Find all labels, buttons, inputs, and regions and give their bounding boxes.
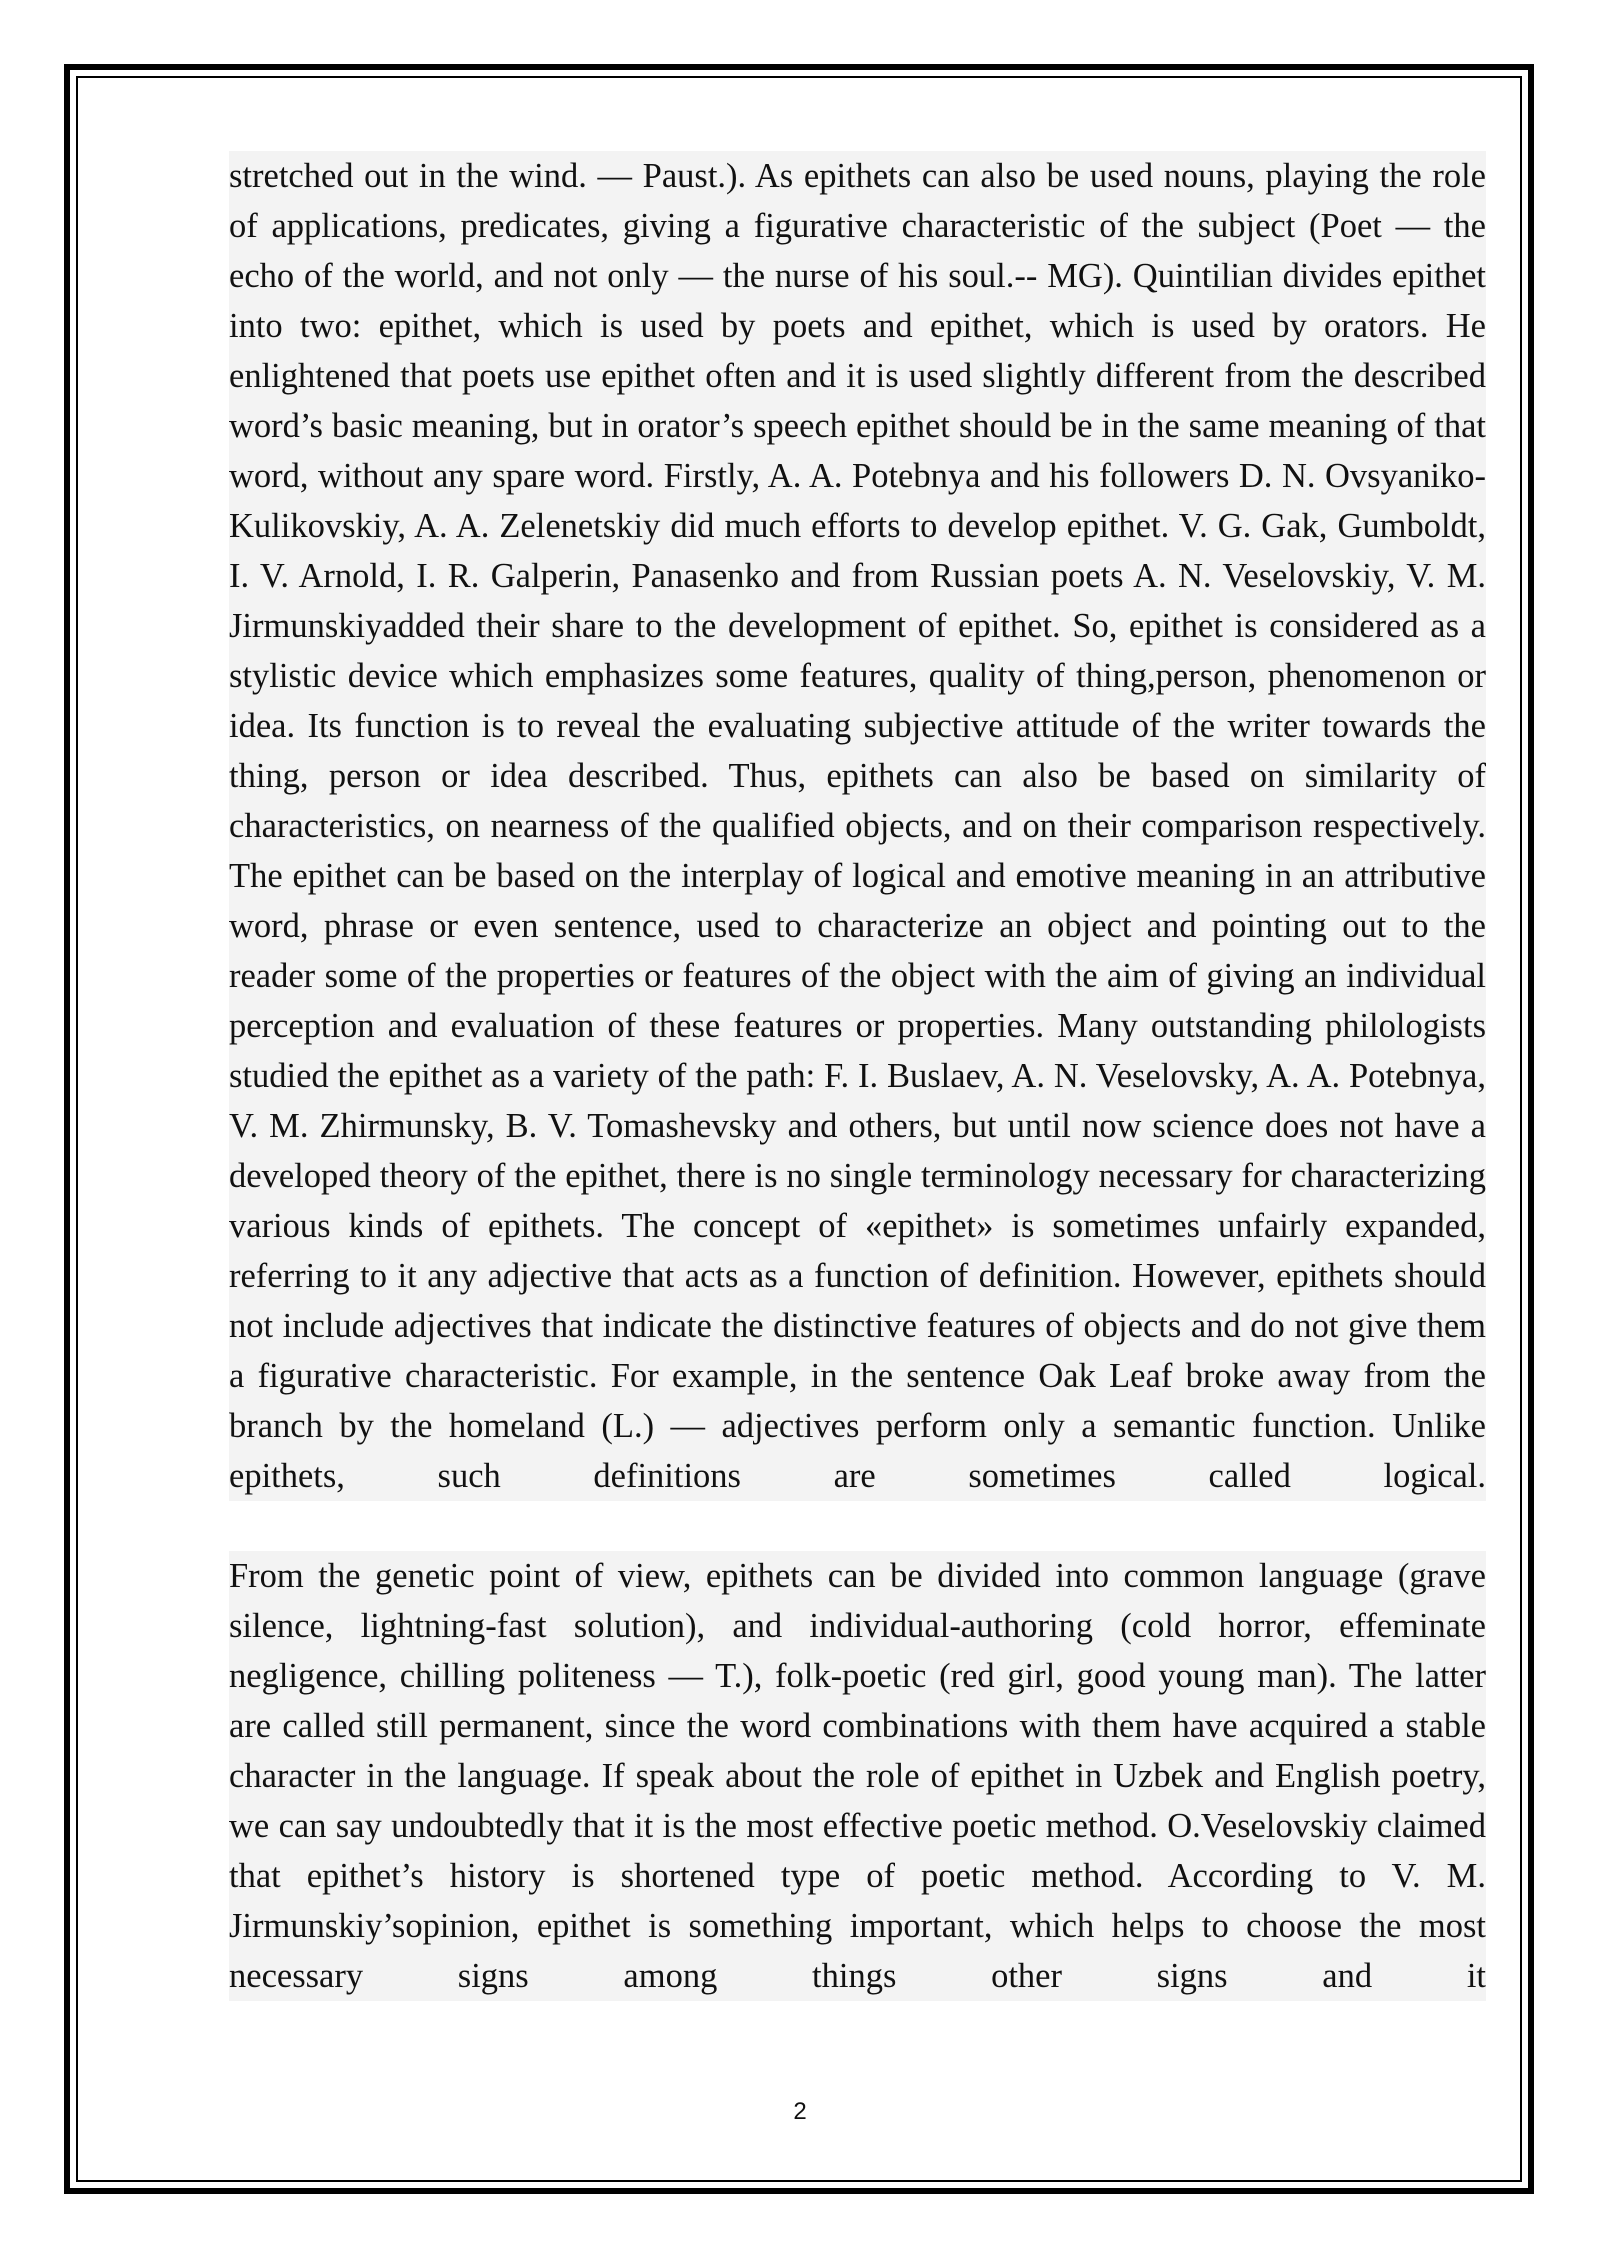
page-number: 2 bbox=[793, 2098, 807, 2125]
paragraph-2: From the genetic point of view, epithets can be divided into common language (grave silence, lightning-fast solution), and individual-authoring (cold horror, effeminate negligence, chilling politeness — T.), folk-poetic (red girl, good young man). The latter are called still permanent, since the word combinations with them have acquired a stable character in the language. If speak about the role of epithet in Uzbek and English poetry, we can say undoubtedly that it is the most effective poetic method. O.Veselovskiy claimed that epithet’s history is shortened type of poetic method. According to V. M. Jirmunskiy’sopinion, epithet is something important, which helps to choose the most necessary signs among things other signs and it bbox=[229, 1551, 1486, 2001]
paragraph-1: stretched out in the wind. — Paust.). As epithets can also be used nouns, playing the role of applications, predicates, giving a figurative characteristic of the subject (Poet — the echo of the world, and not only — the nurse of his soul.-- MG). Quintilian divides epithet into two: epithet, which is used by poets and epithet, which is used by orators. He enlightened that poets use epithet often and it is used slightly different from the described word’s basic meaning, but in orator’s speech epithet should be in the same meaning of that word, without any spare word. Firstly, A. A. Potebnya and his followers D. N. Ovsyaniko-Kulikovskiy, A. A. Zelenetskiy did much efforts to develop epithet. V. G. Gak, Gumboldt, I. V. Arnold, I. R. Galperin, Panasenko and from Russian poets A. N. Veselovskiy, V. M. Jirmunskiyadded their share to the development of epithet. So, epithet is considered as a stylistic device which emphasizes some features, quality of thing,person, phenomenon or idea. Its function is to reveal the evaluating subjective attitude of the writer towards the thing, person or idea described. Thus, epithets can also be based on similarity of characteristics, on nearness of the qualified objects, and on their comparison respectively. The epithet can be based on the interplay of logical and emotive meaning in an attributive word, phrase or even sentence, used to characterize an object and pointing out to the reader some of the properties or features of the object with the aim of giving an individual perception and evaluation of these features or properties. Many outstanding philologists studied the epithet as a variety of the path: F. I. Buslaev, A. N. Veselovsky, A. A. Potebnya, V. M. Zhirmunsky, B. V. Tomashevsky and others, but until now science does not have a developed theory of the epithet, there is no single terminology necessary for characterizing various kinds of epithets. The concept of «epithet» is sometimes unfairly expanded, referring to it any adjective that acts as a function of definition. However, epithets should not include adjectives that indicate the distinctive features of objects and do not give them a figurative characteristic. For example, in the sentence Oak Leaf broke away from the branch by the homeland (L.) — adjectives perform only a semantic function. Unlike epithets, such definitions are sometimes called logical. bbox=[229, 151, 1486, 1501]
document-body bbox=[229, 151, 1486, 2001]
